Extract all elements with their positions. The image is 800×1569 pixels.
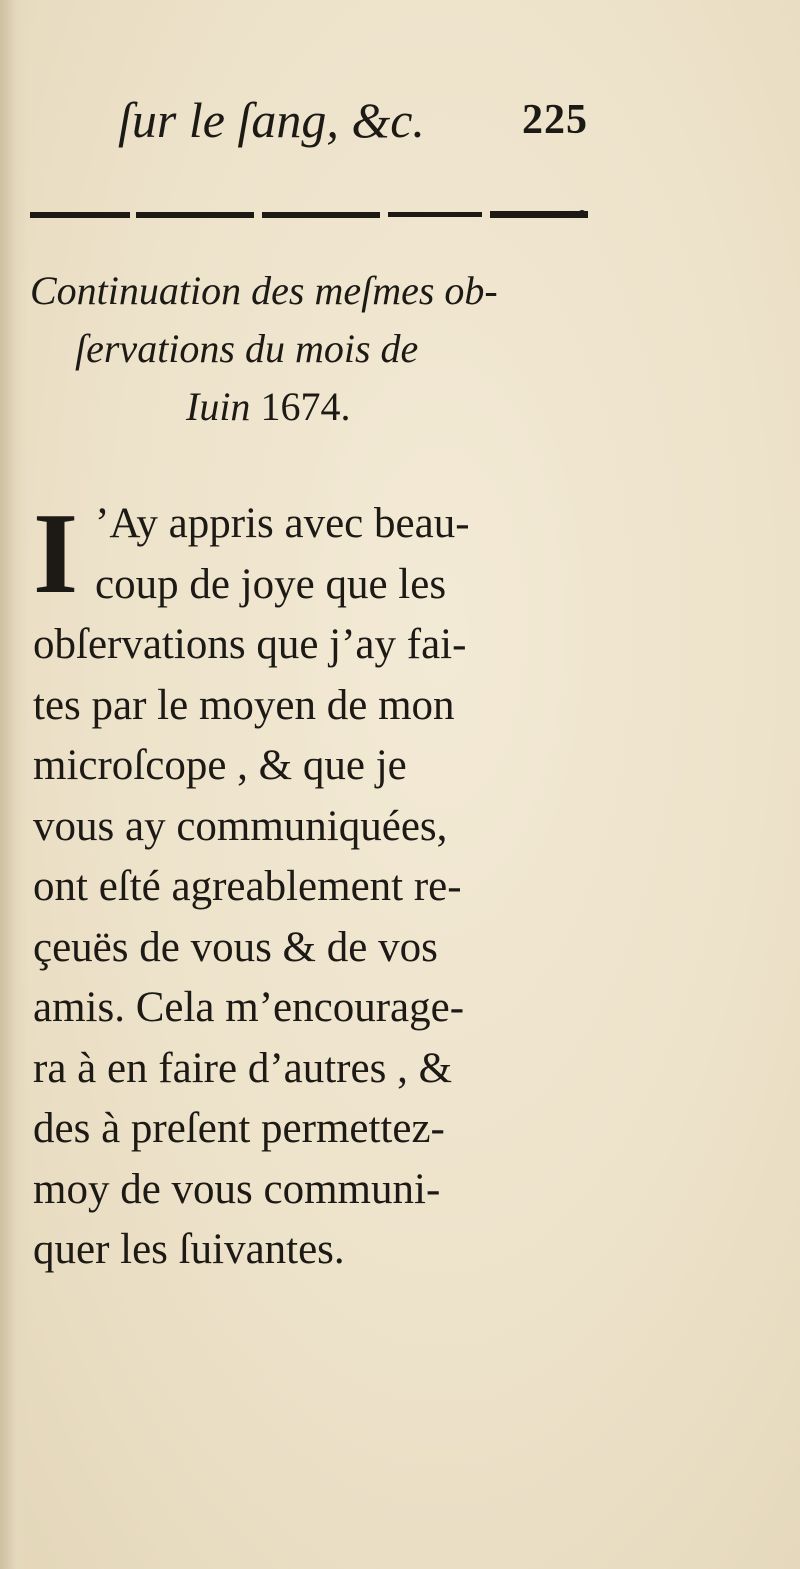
text-line: ont eſté agreablement re- <box>33 863 462 910</box>
text-line: coup de joye que les <box>95 560 447 608</box>
heading-month: Iuin <box>186 384 251 429</box>
gutter-shadow <box>0 0 28 1569</box>
text-line: vous ay communiquées, <box>33 802 448 850</box>
section-heading <box>28 262 588 436</box>
text-line: des à preſent permettez- <box>33 1105 445 1152</box>
heading-year: 1674. <box>260 384 351 429</box>
page-number: 225 <box>522 97 588 143</box>
running-head <box>118 85 588 155</box>
running-title: ſur le ſang, &c. <box>118 92 425 148</box>
text-line: microſcope , & que je <box>33 742 407 789</box>
text-line: ’Ay appris avec beau- <box>95 500 470 547</box>
body-text <box>33 490 593 1281</box>
text-line: çeuës de vous & de vos <box>33 923 438 971</box>
heading-line: Continuation des meſmes ob- <box>30 268 498 313</box>
text-line: amis. Cela m’encourage- <box>33 984 465 1031</box>
text-line: quer les ſuivantes. <box>33 1226 345 1273</box>
text-line: tes par le moyen de mon <box>33 681 455 729</box>
text-line: moy de vous communi- <box>33 1165 441 1213</box>
heading-line <box>28 378 588 436</box>
ornament-rule <box>30 208 588 222</box>
heading-line: ſervations du mois de <box>75 326 419 371</box>
text-line: obſervations que j’ay fai- <box>33 621 467 668</box>
drop-cap: I <box>33 490 79 618</box>
text-line: ra à en faire d’autres , & <box>33 1044 453 1092</box>
